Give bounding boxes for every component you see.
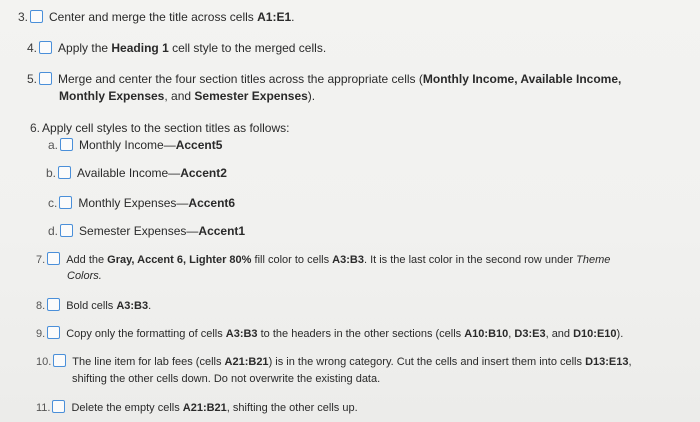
item-number: 9. — [36, 328, 46, 340]
task-item-3: 3. Center and merge the title across cells A1:E1. — [18, 10, 295, 24]
sub-checkbox-c[interactable] — [59, 196, 72, 209]
task-checkbox-5[interactable] — [39, 72, 52, 85]
item-number: 11. — [36, 402, 51, 414]
task-checkbox-7[interactable] — [47, 252, 60, 265]
task-checkbox-9[interactable] — [47, 326, 60, 339]
item-number: 8. — [36, 300, 46, 312]
item-number: 4. — [27, 41, 38, 55]
sub-checkbox-d[interactable] — [60, 224, 73, 237]
task-item-10-continued: shifting the other cells down. Do not overwrite the existing data. — [72, 373, 381, 385]
task-item-4: 4. Apply the Heading 1 cell style to the merged cells. — [27, 41, 327, 55]
task-item-8: 8. Bold cells A3:B3. — [36, 300, 152, 312]
task-item-5-continued: Monthly Expenses, and Semester Expenses). — [59, 89, 316, 103]
item-number: 3. — [18, 10, 29, 24]
task-item-9: 9. Copy only the formatting of cells A3:B3 to the headers in the other sections (cells A10:B10, D3:E3, and D10:E10). — [36, 328, 624, 340]
item-number: 5. — [27, 72, 38, 86]
task-item-7: 7. Add the Gray, Accent 6, Lighter 80% fill color to cells A3:B3. It is the last color in the second row under Theme — [36, 254, 611, 266]
task-item-11: 11. Delete the empty cells A21:B21, shifting the other cells up. — [36, 402, 358, 414]
task-item-10: 10. The line item for lab fees (cells A21:B21) is in the wrong category. Cut the cells and insert them into cells D13:E13, — [36, 356, 632, 368]
task-item-6 — [30, 120, 289, 136]
item-6-text: Apply cell styles to the section titles as follows: — [42, 121, 290, 135]
task-item-5: 5. Merge and center the four section titles across the appropriate cells (Monthly Income, Available Income, — [27, 72, 622, 86]
sub-item-c: c. Monthly Expenses—Accent6 — [48, 196, 236, 210]
item-number: 7. — [36, 254, 46, 266]
sub-checkbox-b[interactable] — [58, 166, 71, 179]
item-number: 6. — [30, 121, 41, 135]
task-checkbox-10[interactable] — [53, 354, 66, 367]
task-checkbox-4[interactable] — [39, 41, 52, 54]
sub-item-d: d. Semester Expenses—Accent1 — [48, 224, 246, 238]
sub-checkbox-a[interactable] — [60, 138, 73, 151]
task-checkbox-8[interactable] — [47, 298, 60, 311]
task-item-7-continued: Colors. — [67, 270, 102, 282]
item-number: 10. — [36, 356, 52, 368]
task-checkbox-3[interactable] — [30, 10, 43, 23]
sub-item-b: b. Available Income—Accent2 — [46, 166, 227, 180]
sub-item-a: a. Monthly Income—Accent5 — [48, 138, 223, 152]
task-checkbox-11[interactable] — [52, 400, 65, 413]
